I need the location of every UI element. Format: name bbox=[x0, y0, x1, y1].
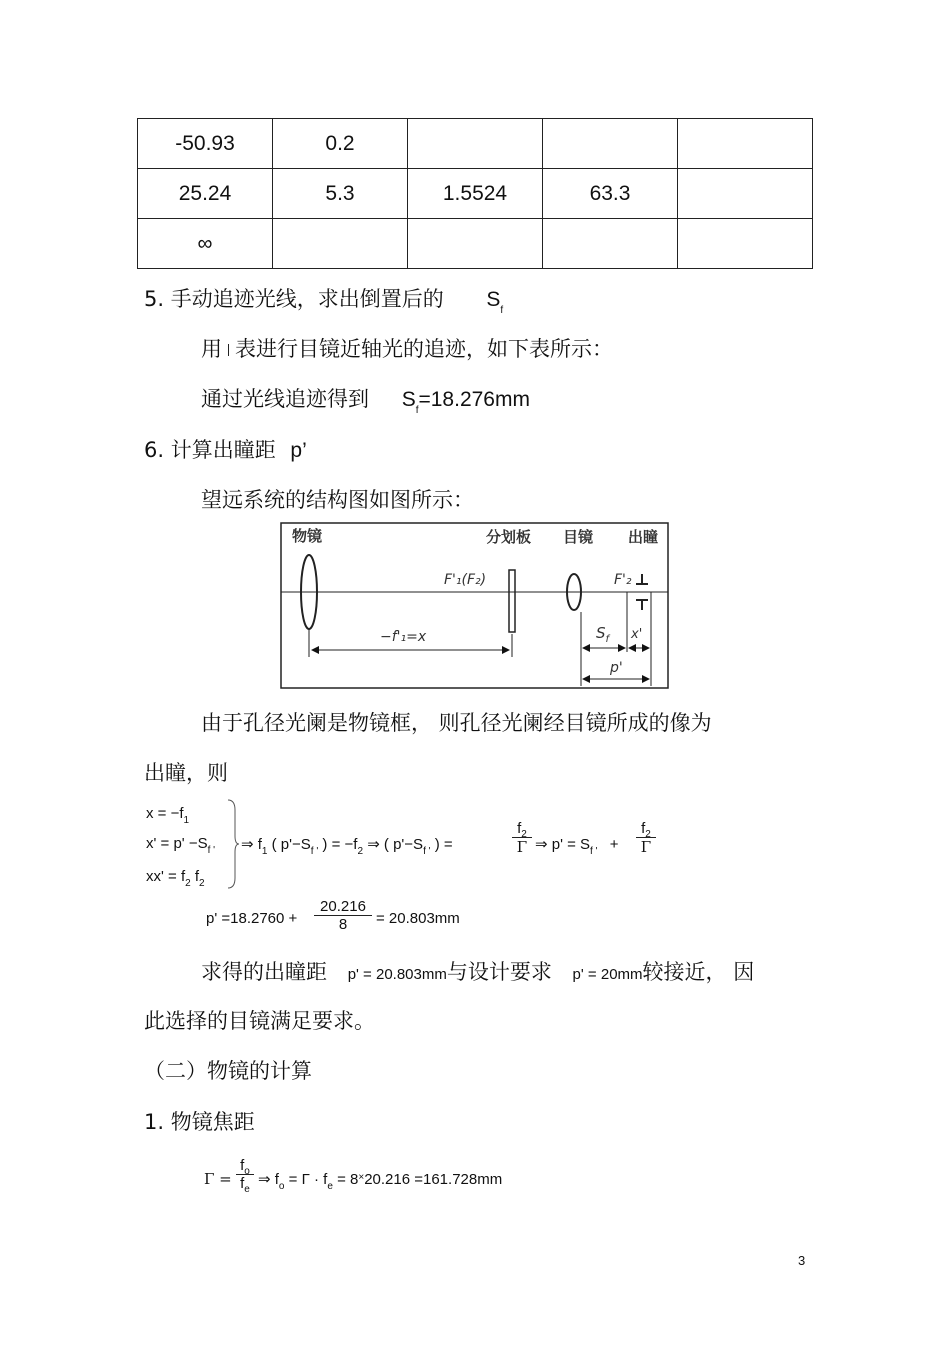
label-reticle: 分划板 bbox=[486, 528, 532, 546]
label-objective: 物镜 bbox=[292, 527, 323, 545]
inline-mark bbox=[228, 344, 229, 356]
table-cell bbox=[678, 169, 813, 219]
section-6-heading-text: 6. 计算出瞳距 bbox=[144, 438, 276, 462]
sf-symbol: S bbox=[486, 288, 501, 311]
table-cell bbox=[543, 219, 678, 269]
table-cell: -50.93 bbox=[138, 119, 273, 169]
label-dist: −f'₁=x bbox=[380, 629, 427, 645]
section-6-heading bbox=[144, 434, 307, 464]
eq-gamma: Γ = bbox=[204, 1170, 232, 1188]
table-cell bbox=[408, 119, 543, 169]
calc-rhs: = 20.803mm bbox=[376, 910, 460, 927]
line1-prefix: 用 bbox=[201, 337, 222, 361]
table-cell: ∞ bbox=[138, 219, 273, 269]
figure-intro: 望远系统的结构图如图所示： bbox=[201, 488, 474, 512]
frac-f2-gamma: $\frac{f_2}{\Gamma}$ bbox=[512, 820, 532, 856]
paragraph-line2: 出瞳，则 bbox=[144, 761, 228, 785]
calc-fraction: $\frac{20.216}{8}$ bbox=[314, 898, 372, 933]
conclusion-line2: 此选择的目镜满足要求。 bbox=[144, 1009, 375, 1033]
table-cell bbox=[678, 219, 813, 269]
table-cell: 1.5524 bbox=[408, 169, 543, 219]
sf-subscript: f bbox=[500, 305, 504, 316]
eq-x-prime: $x' = p' -S_{f '}$ bbox=[146, 835, 216, 856]
frac2-f2-gamma: $\frac{f_2}{\Gamma}$ bbox=[636, 820, 656, 856]
p-prime-symbol: p’ bbox=[290, 439, 307, 462]
section-5-heading-text: 5. 手动追迹光线，求出倒置后的 bbox=[144, 287, 444, 311]
eq-x: $x = -f_1$ bbox=[146, 805, 190, 826]
label-f1: F'₁(F₂) bbox=[444, 572, 487, 588]
table-cell bbox=[408, 219, 543, 269]
table-cell: 0.2 bbox=[273, 119, 408, 169]
table-cell: 5.3 bbox=[273, 169, 408, 219]
table-cell bbox=[678, 119, 813, 169]
label-sf: $S_f$ bbox=[596, 624, 610, 645]
line2-text: 通过光线追迹得到 bbox=[201, 387, 369, 411]
part2-heading: （二）物镜的计算 bbox=[144, 1059, 312, 1083]
part2-subheading: 1. 物镜焦距 bbox=[144, 1110, 255, 1134]
frac-fo-fe: $\frac{f_o}{f_e}$ bbox=[236, 1157, 254, 1192]
calc-lhs: p' =18.2760 + bbox=[206, 910, 298, 927]
table-cell: 25.24 bbox=[138, 169, 273, 219]
table-row bbox=[138, 169, 813, 219]
brace bbox=[226, 798, 240, 890]
eq-result: ⇒ $p' = S_{f '}$ + bbox=[535, 836, 619, 857]
label-eyepiece: 目镜 bbox=[563, 528, 594, 546]
result-sf-symbol: S bbox=[401, 388, 416, 411]
label-x: x' bbox=[631, 627, 643, 642]
lens-data-table bbox=[137, 118, 813, 269]
eq-chain: ⇒ $f_1$ ( $p'-S_{f '}$ ) = $-f_2$ ⇒ ( $p'-S_{f '}$ ) = bbox=[241, 836, 453, 857]
section-5-line1 bbox=[201, 333, 613, 363]
reticle-shape bbox=[509, 570, 515, 632]
paragraph-line1: 由于孔径光阑是物镜框， 则孔径光阑经目镜所成的像为 bbox=[201, 711, 712, 735]
table-row bbox=[138, 219, 813, 269]
table-cell bbox=[273, 219, 408, 269]
table-cell bbox=[543, 119, 678, 169]
section-5-line2 bbox=[201, 383, 530, 416]
table-row bbox=[138, 119, 813, 169]
eq-xx: $xx' = f_2$ $f_2$ bbox=[146, 868, 205, 889]
result-value: =18.276mm bbox=[418, 388, 530, 411]
section-5-heading bbox=[144, 283, 504, 316]
eq-fo-result: ⇒ $f_o = \Gamma \cdot f_e = 8^\times 20.216 =161.728mm$ bbox=[258, 1171, 503, 1192]
result-sf-subscript: f bbox=[415, 405, 419, 416]
line1-text: 表进行目镜近轴光的追迹，如下表所示： bbox=[235, 337, 613, 361]
label-f2: F'₂ bbox=[614, 572, 632, 588]
page-number: 3 bbox=[798, 1253, 806, 1268]
label-pupil: 出瞳 bbox=[628, 528, 659, 546]
table-cell: 63.3 bbox=[543, 169, 678, 219]
label-p: p' bbox=[610, 660, 623, 676]
conclusion-line1: 求得的出瞳距 p' = 20.803mm与设计要求 p' = 20mm较接近， 因 bbox=[201, 960, 755, 984]
telescope-diagram bbox=[280, 522, 670, 690]
